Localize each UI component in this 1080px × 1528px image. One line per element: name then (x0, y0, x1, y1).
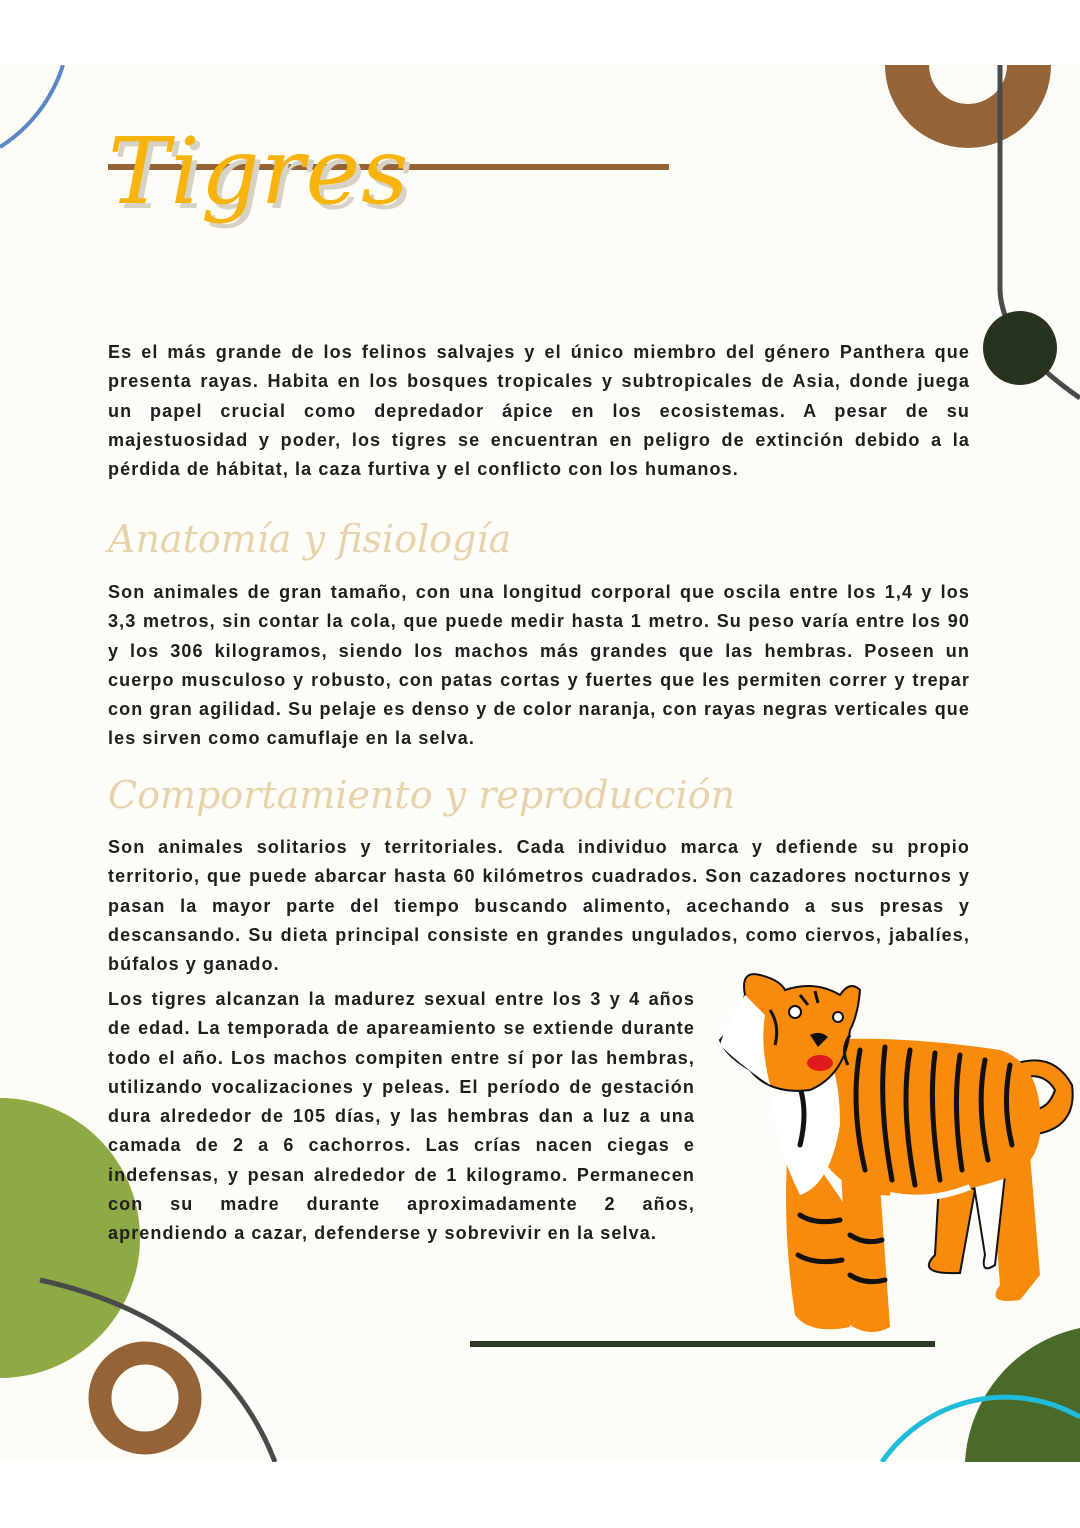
intro-paragraph: Es el más grande de los felinos salvajes y el único miembro del género Panthera que presenta rayas. Habita en los bosques tropicales y subtropicales de Asia, donde juega un papel crucial como depredador ápice en los ecosistemas. A pesar de su majestuosidad y poder, los tigres se encuentran en peligro de extinción debido a la pérdida de hábitat, la caza furtiva y el conflicto con los humanos. (108, 342, 970, 480)
section-heading-behavior: Comportamiento y reproducción (108, 773, 736, 817)
behavior-paragraph: Son animales solitarios y territoriales. Cada individuo marca y defiende su propio territorio, que puede abarcar hasta 60 kilómetros cuadrados. Son cazadores nocturnos y pasan la mayor parte del tiempo buscando alimento, acechando a sus presas y descansando. Su dieta principal consiste en grandes ungulados, como ciervos, jabalíes, búfalos y ganado. (108, 837, 970, 975)
blue-arc-decoration (0, 65, 63, 147)
page-title: Tigres (108, 118, 410, 225)
tiger-illustration (700, 955, 1080, 1340)
section-heading-anatomy: Anatomía y fisiología (108, 517, 512, 561)
dark-divider-line (470, 1341, 935, 1347)
brown-ring-decoration (885, 65, 1051, 148)
brown-small-ring-decoration (100, 1353, 190, 1443)
anatomy-paragraph: Son animales de gran tamaño, con una longitud corporal que oscila entre los 1,4 y los 3,3 metros, sin contar la cola, que puede medir hasta 1 metro. Su peso varía entre los 90 y los 306 kilogramos, siendo los machos más grandes que las hembras. Poseen un cuerpo musculoso y robusto, con patas cortas y fuertes que les permiten correr y trepar con gran agilidad. Su pelaje es denso y de color naranja, con rayas negras verticales que les sirven como camuflaje en la selva. (108, 582, 970, 749)
document-page (0, 65, 1080, 1462)
reproduction-paragraph: Los tigres alcanzan la madurez sexual entre los 3 y 4 años de edad. La temporada de apareamiento se extiende durante todo el año. Los machos compiten entre sí por las hembras, utilizando vocalizaciones y peleas. El período de gestación dura alrededor de 105 días, y las hembras dan a luz a una camada de 2 a 6 cachorros. Las crías nacen ciegas e indefensas, y pesan alrededor de 1 kilogramo. Permanecen con su madre durante aproximadamente 2 años, aprendiendo a cazar, defenderse y sobrevivir en la selva. (108, 989, 695, 1244)
forest-circle-decoration (965, 1328, 1080, 1462)
dark-circle-decoration (983, 311, 1057, 385)
